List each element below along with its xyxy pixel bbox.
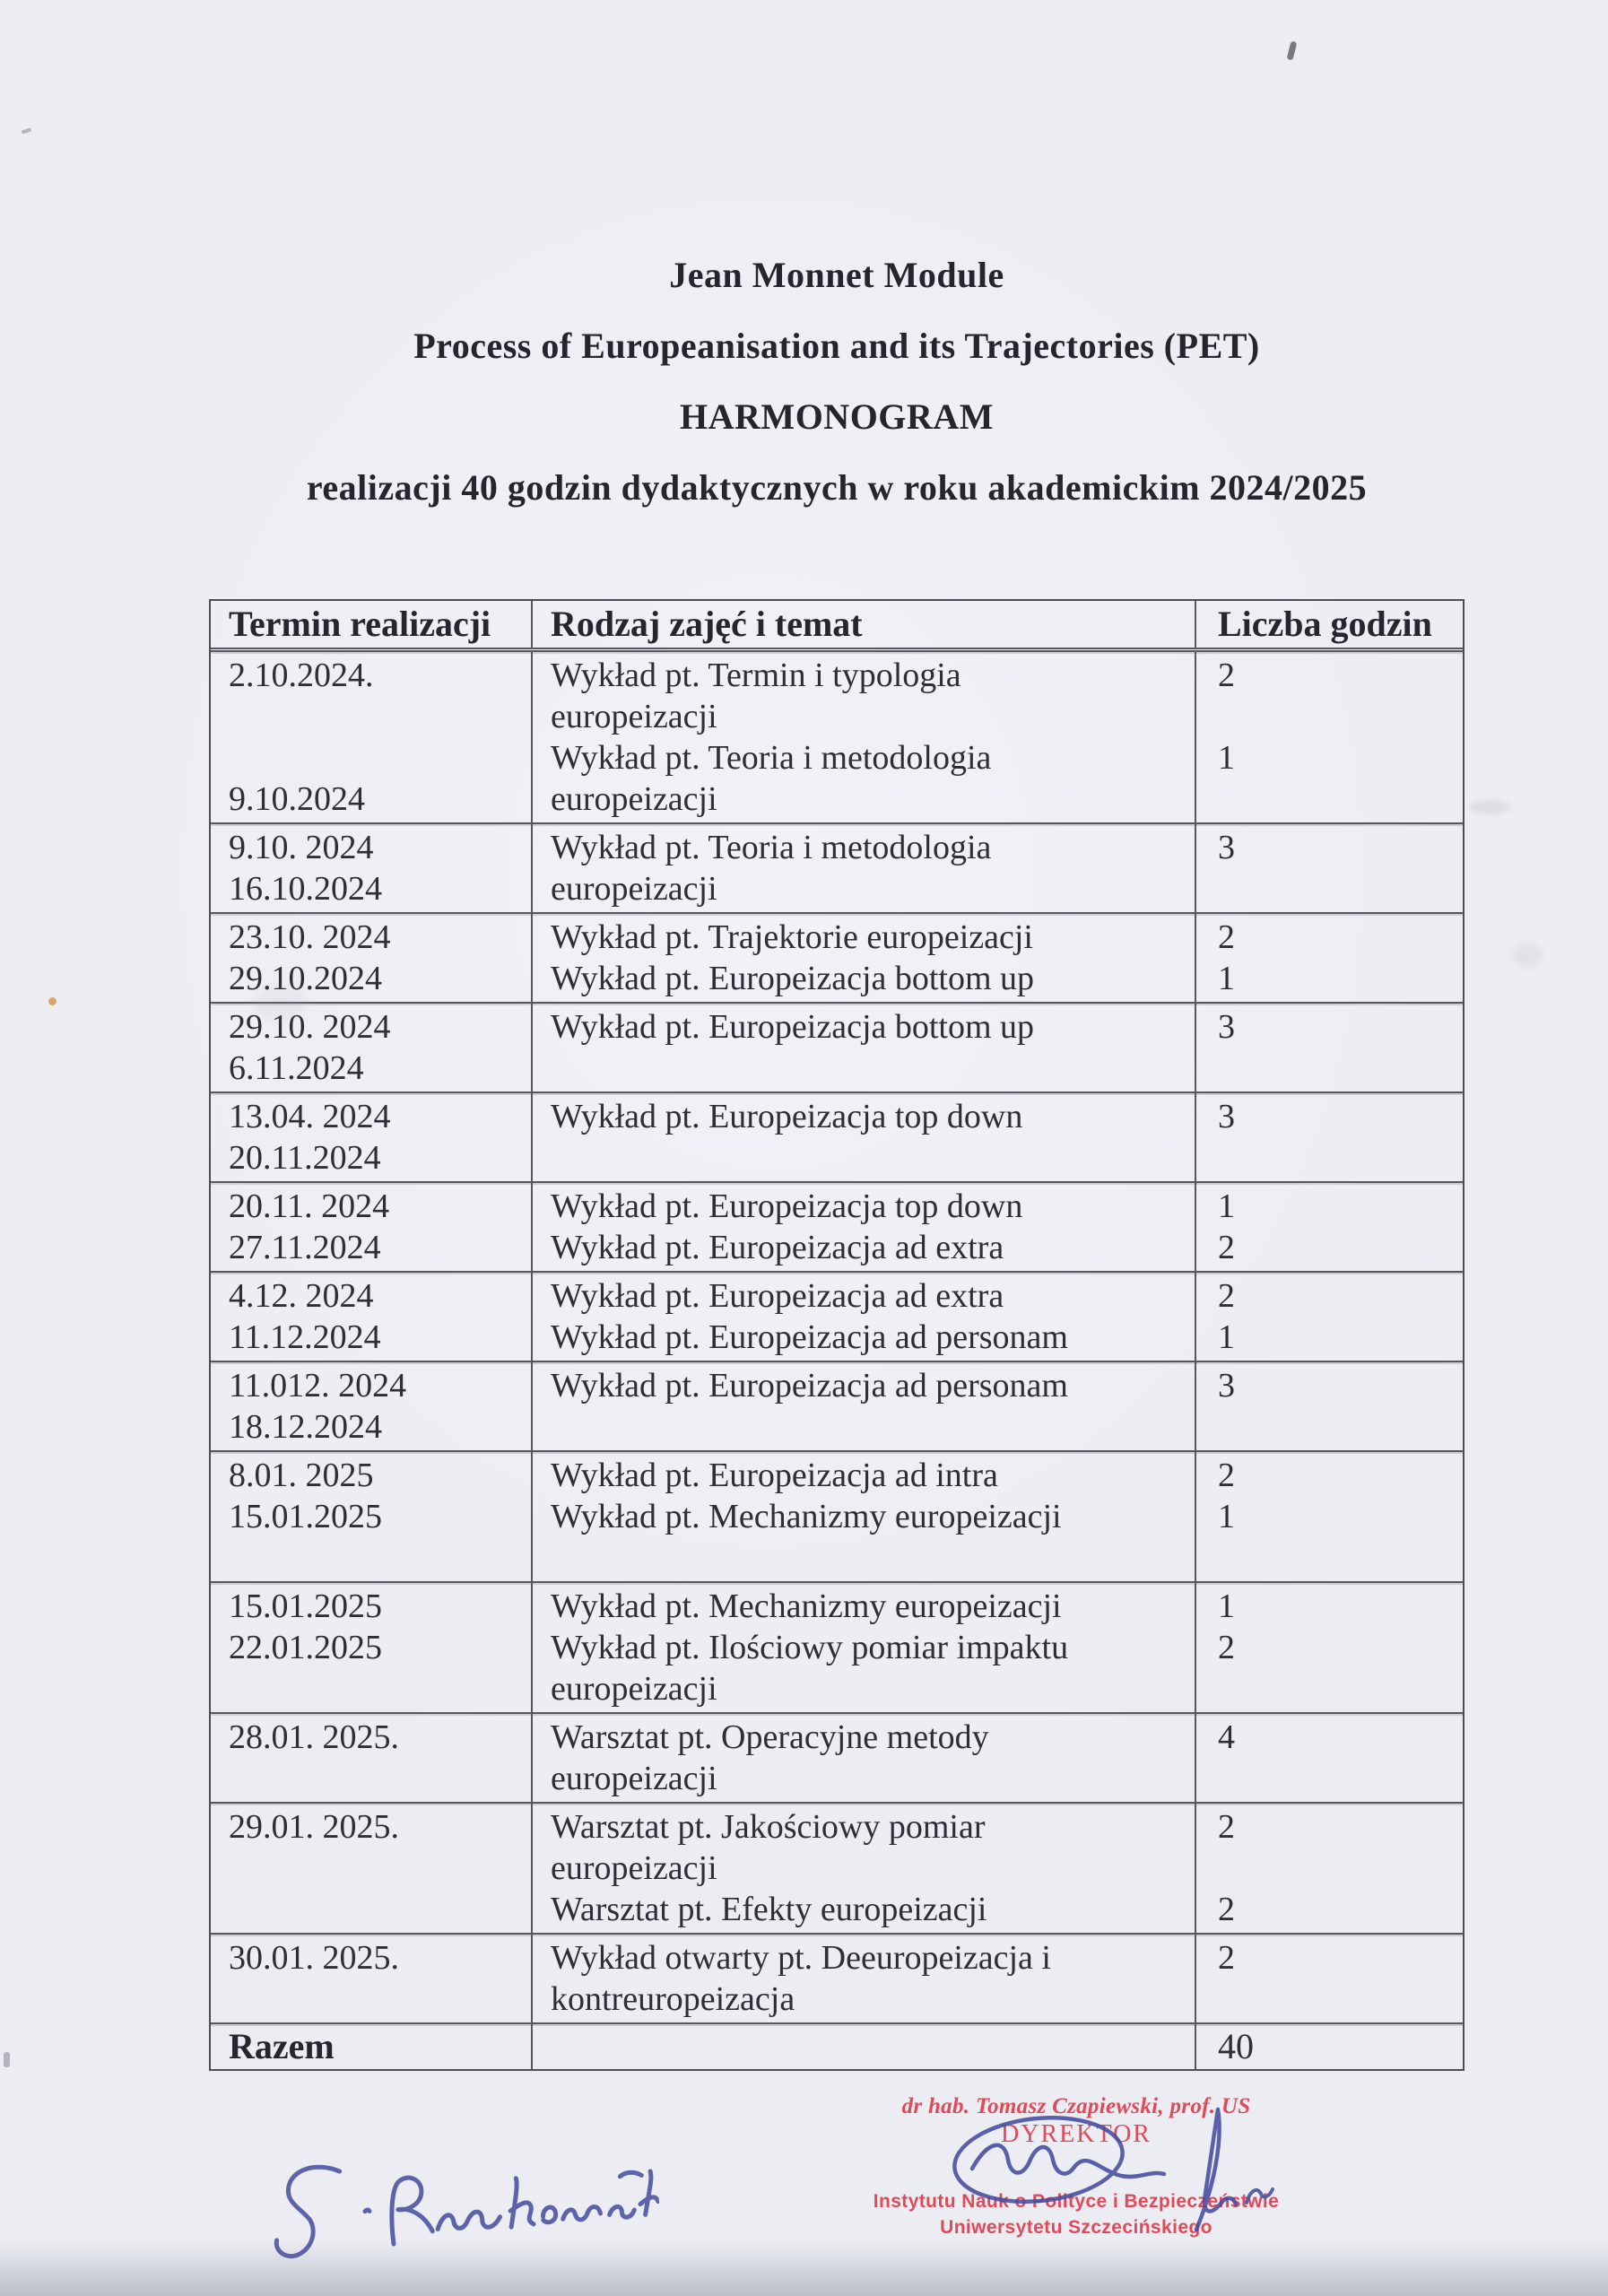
column-divider [531, 824, 533, 912]
column-divider [531, 1804, 533, 1933]
table-row [211, 1093, 1463, 1183]
date-line: 15.01.2025 [229, 1498, 382, 1535]
date-line: 11.12.2024 [229, 1318, 381, 1356]
topic-cell [531, 1455, 1195, 1537]
date-line: 11.012. 2024 [229, 1367, 407, 1405]
topic-cell [531, 917, 1195, 999]
hours-value: 2 [1218, 1457, 1235, 1494]
topic-text: Wykład pt. Europeizacja bottom up [551, 1008, 1035, 1046]
column-divider [531, 1273, 533, 1361]
document-header [209, 255, 1465, 538]
paper-smudge [1469, 800, 1510, 814]
column-header-rodzaj: Rodzaj zajęć i temat [551, 604, 863, 644]
total-row [211, 2024, 1463, 2069]
topic-text: Wykład pt. Europeizacja ad personam [551, 1367, 1068, 1405]
column-divider [1195, 1362, 1196, 1450]
hours-value: 3 [1218, 829, 1235, 866]
column-divider [1195, 1273, 1196, 1361]
date-cell [211, 1275, 531, 1358]
schedule-table [209, 599, 1465, 2071]
column-divider [531, 1093, 533, 1181]
stamp-name-line: dr hab. Tomasz Czapiewski, prof. US [901, 2094, 1251, 2118]
date-line [229, 696, 531, 737]
hours-cell [1195, 1275, 1463, 1358]
hours-cell [1195, 1096, 1463, 1178]
paper-smudge [1512, 944, 1543, 967]
topic-text: Wykład pt. Europeizacja top down [551, 1098, 1023, 1135]
hours-cell [1195, 1806, 1463, 1930]
column-header-liczba: Liczba godzin [1218, 604, 1432, 644]
paper-speck [48, 997, 56, 1005]
date-cell [211, 1186, 531, 1268]
topic-text: Wykład pt. Teoria i metodologia europeizacji [551, 829, 992, 908]
date-cell [211, 1455, 531, 1537]
hours-value: 3 [1218, 1098, 1235, 1135]
title-harmonogram: HARMONOGRAM [680, 396, 994, 437]
topic-text: Wykład pt. Europeizacja ad personam [551, 1318, 1068, 1356]
hours-value: 2 [1218, 1229, 1235, 1266]
table-row [211, 1935, 1463, 2024]
column-divider [531, 601, 533, 648]
column-divider [1195, 601, 1196, 648]
table-header-row [211, 601, 1463, 652]
date-line [229, 737, 531, 778]
date-line: 28.01. 2025. [229, 1718, 399, 1756]
column-divider [531, 1935, 533, 2022]
hours-cell [1195, 1006, 1463, 1089]
hours-value: 2 [1218, 1808, 1235, 1846]
hours-value: 2 [1218, 918, 1235, 956]
column-divider [531, 652, 533, 822]
column-divider [1195, 1452, 1196, 1581]
topic-text: Wykład pt. Europeizacja bottom up [551, 960, 1035, 997]
hours-value: 1 [1218, 960, 1235, 997]
topic-text: Warsztat pt. Operacyjne metody europeizacji [551, 1718, 989, 1797]
stamp-role-line: DYREKTOR [1001, 2120, 1152, 2148]
date-line: 6.11.2024 [229, 1049, 364, 1087]
table-row [211, 1804, 1463, 1935]
topic-cell [531, 827, 1195, 909]
date-line: 9.10. 2024 [229, 829, 374, 866]
topic-text: Wykład otwarty pt. Deeuropeizacja i kontreuropeizacja [551, 1939, 1051, 2018]
date-cell [211, 1006, 531, 1089]
date-line: 20.11.2024 [229, 1139, 381, 1177]
column-divider [531, 1714, 533, 1802]
date-line: 20.11. 2024 [229, 1187, 390, 1225]
paper-speck [4, 2052, 10, 2067]
table-row [211, 914, 1463, 1004]
column-divider [1195, 1935, 1196, 2022]
column-divider [1195, 1183, 1196, 1271]
table-row [211, 1273, 1463, 1362]
lecturer-signature-ink [262, 2141, 662, 2278]
date-cell [211, 1806, 531, 1930]
date-line: 22.01.2025 [229, 1629, 382, 1666]
total-empty-cell [531, 2024, 1195, 2069]
hours-value: 1 [1218, 1187, 1235, 1225]
topic-text: Wykład pt. Trajektorie europeizacji [551, 918, 1033, 956]
hours-value: 1 [1218, 1318, 1235, 1356]
date-line: 23.10. 2024 [229, 918, 391, 956]
column-divider [1195, 1093, 1196, 1181]
column-divider [1195, 1804, 1196, 1933]
column-divider [1195, 1004, 1196, 1091]
hours-value: 2 [1218, 1277, 1235, 1315]
title-course: Process of Europeanisation and its Trajectories (PET) [413, 326, 1260, 366]
column-divider [531, 1452, 533, 1581]
column-divider [1195, 1714, 1196, 1802]
date-line: 13.04. 2024 [229, 1098, 391, 1135]
date-cell [211, 1717, 531, 1799]
date-line: 29.10. 2024 [229, 1008, 391, 1046]
table-body [211, 652, 1463, 2024]
table-row [211, 1183, 1463, 1273]
table-row [211, 1452, 1463, 1583]
paper-speck [1287, 40, 1298, 60]
hours-value: 1 [1218, 739, 1235, 777]
date-cell [211, 827, 531, 909]
date-cell [211, 1096, 531, 1178]
date-line: 9.10.2024 [229, 780, 365, 818]
column-divider [1195, 1583, 1196, 1712]
hours-value: 2 [1218, 657, 1235, 694]
date-cell [211, 1365, 531, 1448]
table-row [211, 1004, 1463, 1093]
date-line: 16.10.2024 [229, 870, 382, 908]
title-subtitle: realizacji 40 godzin dydaktycznych w roku akademickim 2024/2025 [306, 467, 1368, 508]
topic-text: Wykład pt. Ilościowy pomiar impaktu europeizacji [551, 1629, 1069, 1708]
column-divider [1195, 914, 1196, 1002]
topic-text: Wykład pt. Europeizacja ad extra [551, 1229, 1004, 1266]
column-divider [531, 1183, 533, 1271]
date-line: 15.01.2025 [229, 1587, 382, 1625]
topic-cell [531, 1365, 1195, 1448]
title-module: Jean Monnet Module [669, 255, 1004, 295]
total-hours: 40 [1218, 2026, 1254, 2066]
hours-value: 2 [1218, 1891, 1235, 1928]
column-divider [531, 2024, 533, 2069]
topic-text: Warsztat pt. Jakościowy pomiar europeizacji [551, 1808, 986, 1887]
date-cell [211, 1937, 531, 2020]
hours-value: 2 [1218, 1629, 1235, 1666]
date-cell [211, 655, 531, 820]
hours-value: 3 [1218, 1367, 1235, 1405]
hours-cell [1195, 1717, 1463, 1799]
stamp-university-line: Uniwersytetu Szczecińskiego [940, 2217, 1213, 2238]
hours-cell [1195, 1365, 1463, 1448]
date-line: 2.10.2024. [229, 657, 374, 694]
column-header-termin: Termin realizacji [229, 604, 491, 644]
paper-smudge [254, 985, 308, 1021]
topic-text: Wykład pt. Mechanizmy europeizacji [551, 1498, 1062, 1535]
date-line: 29.10.2024 [229, 960, 382, 997]
topic-cell [531, 1937, 1195, 2020]
date-line: 4.12. 2024 [229, 1277, 374, 1315]
table-row [211, 1714, 1463, 1804]
hours-cell [1195, 1586, 1463, 1709]
topic-cell [531, 1586, 1195, 1709]
table-row [211, 652, 1463, 824]
topic-text: Wykład pt. Europeizacja ad extra [551, 1277, 1004, 1315]
topic-cell [531, 1717, 1195, 1799]
topic-cell [531, 1006, 1195, 1089]
topic-text: Wykład pt. Mechanizmy europeizacji [551, 1587, 1062, 1625]
date-line: 29.01. 2025. [229, 1808, 399, 1846]
hours-value: 1 [1218, 1498, 1235, 1535]
topic-cell [531, 1806, 1195, 1930]
hours-cell [1195, 1937, 1463, 2020]
topic-text: Wykład pt. Teoria i metodologia europeizacji [551, 739, 992, 818]
hours-value: 2 [1218, 1939, 1235, 1977]
hours-cell [1195, 1455, 1463, 1537]
column-divider [531, 914, 533, 1002]
column-divider [531, 1362, 533, 1450]
column-divider [1195, 824, 1196, 912]
table-row [211, 824, 1463, 914]
hours-cell [1195, 1186, 1463, 1268]
date-line: 27.11.2024 [229, 1229, 381, 1266]
column-divider [531, 1583, 533, 1712]
date-line: 30.01. 2025. [229, 1939, 399, 1977]
topic-cell [531, 1275, 1195, 1358]
hours-value: 1 [1218, 1587, 1235, 1625]
column-divider [1195, 2024, 1196, 2069]
topic-text: Wykład pt. Europeizacja top down [551, 1187, 1023, 1225]
topic-text: Warsztat pt. Efekty europeizacji [551, 1891, 987, 1928]
topic-cell [531, 1186, 1195, 1268]
date-line: 18.12.2024 [229, 1408, 382, 1446]
table-row [211, 1362, 1463, 1452]
hours-cell [1195, 917, 1463, 999]
column-divider [531, 1004, 533, 1091]
hours-value: 4 [1218, 1718, 1235, 1756]
hours-cell [1195, 827, 1463, 909]
paper-speck [22, 127, 32, 134]
topic-cell [531, 655, 1195, 820]
hours-cell [1195, 655, 1463, 820]
topic-text: Wykład pt. Termin i typologia europeizacji [551, 657, 961, 735]
date-cell [211, 917, 531, 999]
hours-value: 3 [1218, 1008, 1235, 1046]
date-cell [211, 1586, 531, 1709]
column-divider [1195, 652, 1196, 822]
table-row [211, 1583, 1463, 1714]
stamp-institute-line: Instytutu Nauk o Polityce i Bezpieczeństwie [873, 2191, 1280, 2212]
total-label: Razem [229, 2026, 335, 2066]
topic-text: Wykład pt. Europeizacja ad intra [551, 1457, 998, 1494]
date-line: 8.01. 2025 [229, 1457, 374, 1494]
director-signature-ink [913, 2097, 1290, 2240]
topic-cell [531, 1096, 1195, 1178]
